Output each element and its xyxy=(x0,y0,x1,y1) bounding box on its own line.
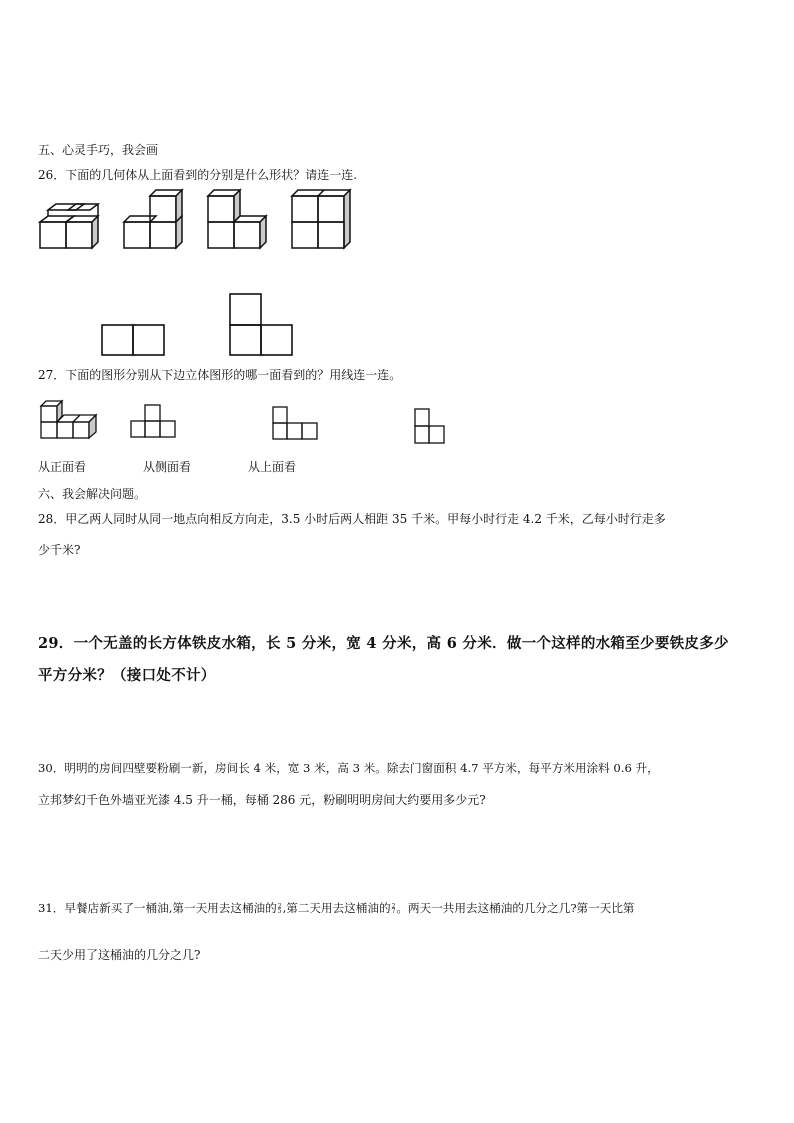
q27-view-1 xyxy=(130,404,176,438)
q29-line2: 平方分米？（接口处不计） xyxy=(38,667,216,684)
q31-text-part1: 31．早餐店新买了一桶油,第一天用去这桶油的 xyxy=(38,901,277,915)
q26-solid-2 xyxy=(122,188,184,250)
q26-solid-1 xyxy=(38,204,100,250)
q27-label-top: 从上面看 xyxy=(248,460,297,474)
q27-text: 27．下面的图形分别从下边立体图形的哪一面看到的？用线连一连。 xyxy=(38,368,402,382)
q31-fraction-1: 2 5 xyxy=(277,903,282,915)
q26-text: 26．下面的几何体从上面看到的分别是什么形状？请连一连. xyxy=(38,168,358,182)
q31-text-part3: 。两天一共用去这桶油的几分之几?第一天比第 xyxy=(396,901,635,915)
section6-heading: 六、我会解决问题。 xyxy=(38,487,147,501)
q27-solid xyxy=(40,400,100,440)
q28-line1: 28．甲乙两人同时从同一地点向相反方向走，3.5 小时后两人相距 35 千米。甲每小时行走 4.2 千米，乙每小时行走多 xyxy=(38,512,666,526)
q29-line1: 29．一个无盖的长方体铁皮水箱，长 5 分米，宽 4 分米，高 6 分米．做一个这样的水箱至少要铁皮多少 xyxy=(38,635,729,652)
q26-solid-3 xyxy=(206,188,268,250)
q31-line2: 二天少用了这桶油的几分之几? xyxy=(38,948,201,962)
q28-line2: 少千米? xyxy=(38,543,81,557)
q31-line1 xyxy=(38,900,635,916)
q27-view-2 xyxy=(272,406,318,440)
q26-top-view-2 xyxy=(229,293,293,356)
section5-heading: 五、心灵手巧，我会画 xyxy=(38,143,159,157)
q27-view-3 xyxy=(414,408,446,444)
q30-line2: 立邦梦幻千色外墙亚光漆 4.5 升一桶，每桶 286 元，粉刷明明房间大约要用多少元? xyxy=(38,793,486,807)
q27-label-side: 从侧面看 xyxy=(143,460,192,474)
q31-text-part2: ,第二天用去这桶油的 xyxy=(282,901,391,915)
q30-line1: 30．明明的房间四壁要粉刷一新，房间长 4 米，宽 3 米，高 3 米。除去门窗面积 4.7 平方米，每平方米用涂料 0.6 升， xyxy=(38,761,659,775)
q26-top-view-1 xyxy=(101,324,165,356)
q31-fraction-2: 2 7 xyxy=(391,903,396,915)
q26-solid-4 xyxy=(290,188,352,250)
q27-label-front: 从正面看 xyxy=(38,460,87,474)
